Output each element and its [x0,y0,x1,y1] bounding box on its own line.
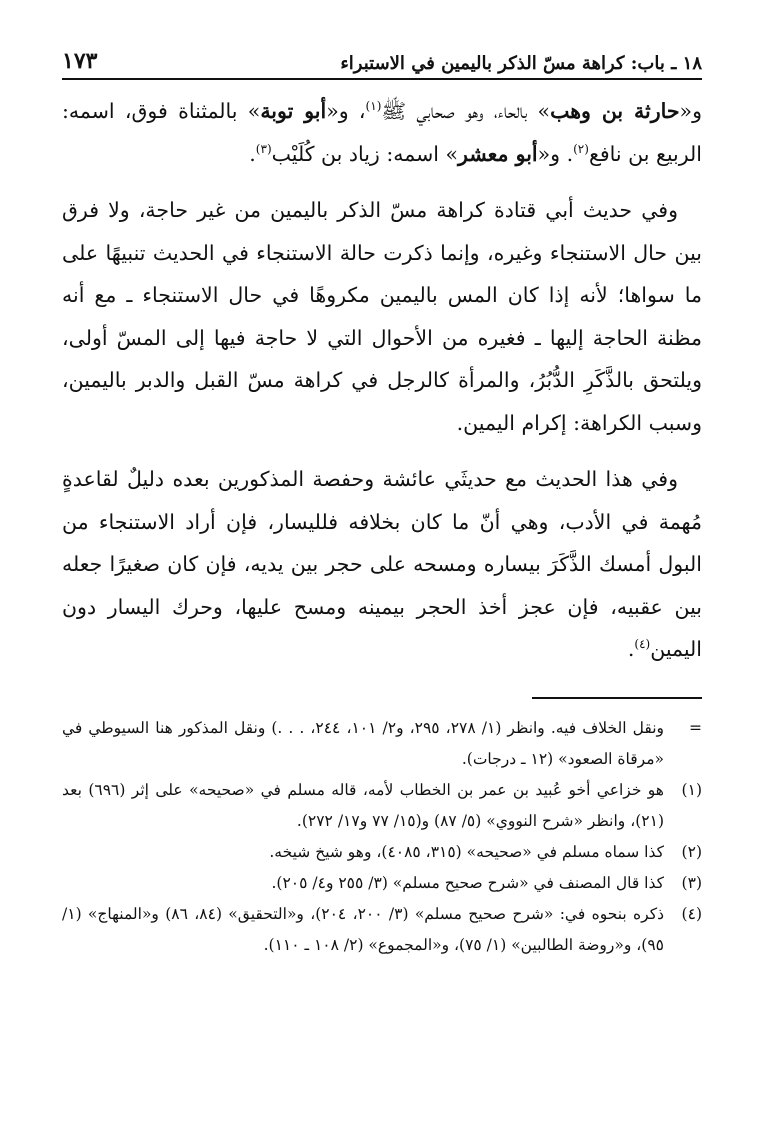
footnote-marker: (٢) [681,842,702,861]
footnote-marker: (٣) [681,873,702,892]
text-run: » اسمه: زياد بن كُلَيْب [271,141,459,166]
paragraph-names [62,90,702,175]
footnote-continued [62,713,702,775]
text-run: وفي هذا الحديث مع حديثَي عائشة وحفصة المذكورين بعده دليلٌ لقاعدةٍ مُهمة في الأدب، وهي أنّ ما كان بخلافه فلليسار، فإن أراد الاستنجاء من البول أمسك الذَّكَرَ بيساره ومسحه على حجر بين يديه، فإن كان صغيرًا جعله بين عقبيه، فإن عجز أخذ الحجر بيمينه ومسح عليها، وحرك اليسار دون اليمين [62,467,702,661]
text-run: ، و« [326,99,366,123]
text-run: . و« [537,141,574,166]
page-number: ١٧٣ [62,48,98,74]
footnote-4 [62,899,702,961]
text-run: . [249,141,256,166]
footnote-ref-1: (١) [365,99,382,114]
chapter-title: ١٨ ـ باب: كراهة مسّ الذكر باليمين في الاستبراء [340,53,702,74]
footnote-ref-2: (٢) [573,141,589,156]
book-page [62,38,702,961]
footnote-marker: (٤) [681,904,702,923]
paragraph-abu-qatadah: وفي حديث أبي قتادة كراهة مسّ الذكر باليمين من غير حاجة، ولا فرق بين حال الاستنجاء وغيره، وإنما ذكرت حالة الاستنجاء في الحديث تنبيهًا على ما سواها؛ لأنه إذا كان المس باليمين مكروهًا في حال الاستنجاء ـ مع أنه مظنة الحاجة إليها ـ فغيره من الأحوال التي لا حاجة فيها إلى المسّ أولى، ويلتحق بالذَّكَرِ الدُّبُرُ، والمرأة كالرجل في كراهة مسّ القبل والدبر باليمين، وسبب الكراهة: إكرام اليمين. [62,198,702,435]
name-abu-tawbah: أبو توبة [260,99,327,123]
footnote-text: ذكره بنحوه في: «شرح صحيح مسلم» (٣/ ٢٠٠، ٢٠٤)، و«التحقيق» (٨٤، ٨٦) و«المنهاج» (١/ ٩٥)، و«روضة الطالبين» (١/ ٧٥)، و«المجموع» (٢/ ١٠٨ ـ ١١٠). [62,904,664,954]
footnote-ref-3: (٣) [255,141,272,156]
text-run: و« [679,99,702,123]
footnotes [62,713,702,961]
footnote-1 [62,775,702,837]
footnote-ref-4: (٤) [634,637,651,652]
footnote-2 [62,837,702,868]
footnote-marker: = [689,718,702,737]
running-header [62,38,702,80]
main-text [62,90,702,671]
footnote-text: كذا سماه مسلم في «صحيحه» (٣١٥، ٤٠٨٥)، وهو شيخ شيخه. [269,842,664,861]
name-harithah: حارثة بن وهب [550,99,680,123]
text-run: . [627,637,635,661]
footnote-text: كذا قال المصنف في «شرح صحيح مسلم» (٣/ ٢٥٥ و٤/ ٢٠٥). [271,873,664,892]
footnote-text: ونقل الخلاف فيه. وانظر (١/ ٢٧٨، ٢٩٥، و٢/ ١٠١، ٢٤٤، . . .) ونقل المذكور هنا السيوطي في «مرقاة الصعود» (١٢ ـ درجات). [62,718,665,768]
footnote-text: هو خزاعي أخو عُبيد بن عمر بن الخطاب لأمه، قاله مسلم في «صحيحه» على إثر (٦٩٦) بعد (٢١)، وانظر «شرح النووي» (٥/ ٨٧) و(١٥/ ٧٧ و١٧/ ٢٧٢). [62,780,664,830]
text-run: » بالحاء، وهو صحابي ﷺ [381,99,551,123]
name-abu-mashar: أبو معشر [458,141,538,166]
paragraph-adab-rule [62,458,702,671]
footnote-3 [62,868,702,899]
footnote-separator [532,697,702,699]
text-run: » بالمثناة فوق، اسمه: الربيع بن نافع [62,99,702,166]
footnote-marker: (١) [681,780,702,799]
